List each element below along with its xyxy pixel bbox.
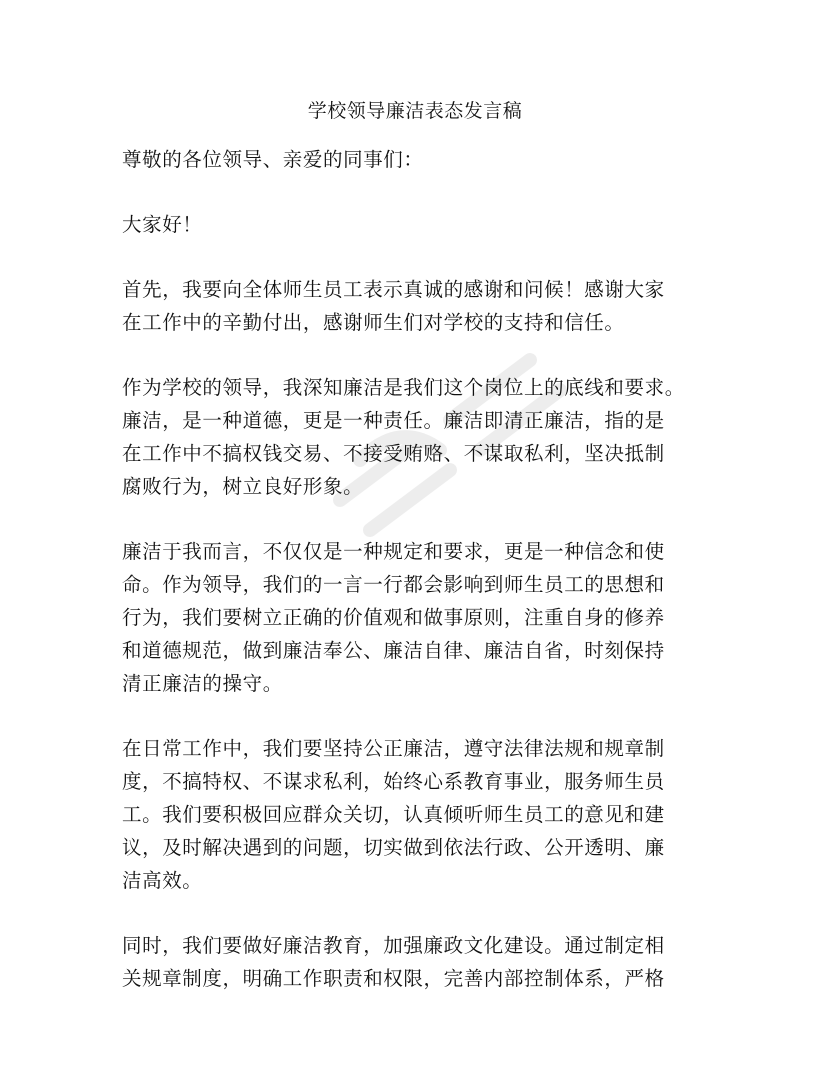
- text-line: 度，不搞特权、不谋求私利，始终心系教育事业，服务师生员: [122, 770, 665, 793]
- text-line: 工。我们要积极回应群众关切，认真倾听师生员工的意见和建: [122, 803, 665, 826]
- text-line: 同时，我们要做好廉洁教育，加强廉政文化建设。通过制定相: [122, 934, 665, 957]
- text-line: 作为学校的领导，我深知廉洁是我们这个岗位上的底线和要求。: [122, 376, 685, 399]
- paragraph-integrity-definition: [122, 371, 720, 503]
- text-line: 洁高效。: [122, 869, 203, 892]
- text-line: 关规章制度，明确工作职责和权限，完善内部控制体系，严格: [122, 967, 665, 990]
- text-line: 清正廉洁的操守。: [122, 672, 283, 695]
- text-line: 在工作中不搞权钱交易、不接受贿赂、不谋取私利，坚决抵制: [122, 442, 665, 465]
- paragraph-integrity-mission: [122, 535, 720, 700]
- text-line: 廉洁于我而言，不仅仅是一种规定和要求，更是一种信念和使: [122, 540, 665, 563]
- text-line: 在工作中的辛勤付出，感谢师生们对学校的支持和信任。: [122, 311, 625, 334]
- document-body: [122, 143, 720, 1027]
- paragraph-thanks: [122, 273, 720, 339]
- text-line: 腐败行为，树立良好形象。: [122, 475, 364, 498]
- text-line: 首先，我要向全体师生员工表示真诚的感谢和问候！感谢大家: [122, 278, 665, 301]
- text-line: 命。作为领导，我们的一言一行都会影响到师生员工的思想和: [122, 573, 665, 596]
- paragraph-greeting: [122, 208, 720, 241]
- paragraph-integrity-education: [122, 929, 720, 995]
- paragraph-daily-work: [122, 732, 720, 897]
- text-line: 尊敬的各位领导、亲爱的同事们：: [122, 148, 424, 171]
- text-line: 议，及时解决遇到的问题，切实做到依法行政、公开透明、廉: [122, 836, 665, 859]
- text-line: 廉洁，是一种道德，更是一种责任。廉洁即清正廉洁，指的是: [122, 409, 665, 432]
- text-line: 在日常工作中，我们要坚持公正廉洁，遵守法律法规和规章制: [122, 737, 665, 760]
- document-title: 学校领导廉洁表态发言稿: [307, 100, 523, 122]
- text-line: 行为，我们要树立正确的价值观和做事原则，注重自身的修养: [122, 606, 665, 629]
- paragraph-salutation: [122, 143, 720, 176]
- text-line: 大家好！: [122, 213, 203, 236]
- text-line: 和道德规范，做到廉洁奉公、廉洁自律、廉洁自省，时刻保持: [122, 639, 665, 662]
